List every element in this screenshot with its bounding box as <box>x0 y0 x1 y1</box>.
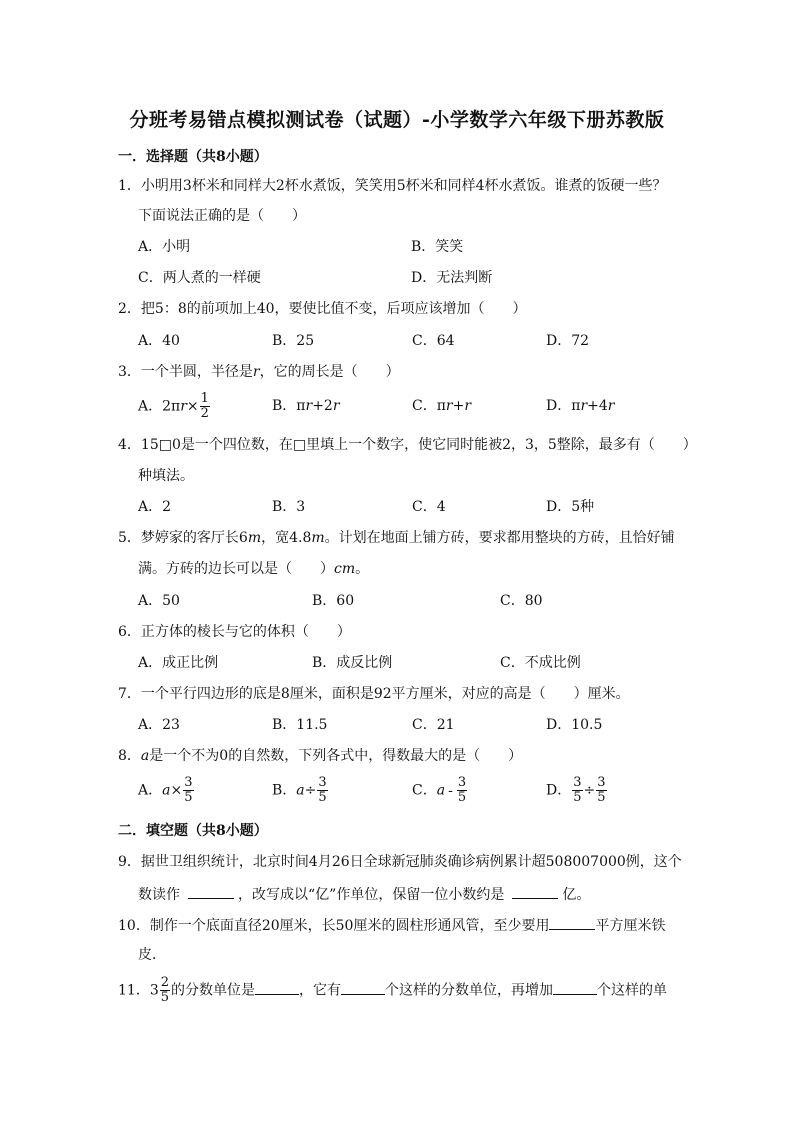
q8-option-b[interactable]: B．a÷ $\frac{3}{5}$ <box>272 775 327 805</box>
q3-option-c[interactable]: C．πr+r <box>412 398 472 414</box>
q4-option-d[interactable]: D．5种 <box>546 499 595 515</box>
question-7-line1: 7．一个平行四边形的底是8厘米，面积是92平方厘米，对应的高是（ ）厘米。 <box>118 686 630 702</box>
q8-option-d[interactable]: D． $\frac{3}{5}$ ÷ $\frac{3}{5}$ <box>546 775 606 805</box>
q2-option-c[interactable]: C．64 <box>412 333 455 349</box>
q11-blank-3[interactable] <box>553 979 597 995</box>
q3-text-pre: 3．一个半圆，半径是 <box>118 364 253 380</box>
question-6-line1: 6．正方体的棱长与它的体积（ ） <box>118 624 351 640</box>
q8-b-fraction: $\frac{3}{5}$ <box>318 775 327 805</box>
q11-blank-2[interactable] <box>341 979 385 995</box>
question-5-line2: 满。方砖的边长可以是（ ）cm。 <box>138 561 370 577</box>
q3-option-b[interactable]: B．πr+2r <box>272 398 340 414</box>
q3-fraction: $\frac{1}{2}$ <box>200 391 209 421</box>
q8-option-c[interactable]: C．a - $\frac{3}{5}$ <box>412 775 467 805</box>
q5-option-b[interactable]: B．60 <box>312 593 355 609</box>
q7-option-b[interactable]: B．11.5 <box>272 717 328 733</box>
q2-option-a[interactable]: A．40 <box>138 333 180 349</box>
q7-option-c[interactable]: C．21 <box>412 717 455 733</box>
question-11-line1: 11．3 $\frac{2}{5}$ 的分数单位是 ，它有 个这样的分数单位，再增加 个这样的单 <box>118 975 668 1005</box>
question-2-line1: 2．把5：8的前项加上40，要使比值不变，后项应该增加（ ） <box>118 301 527 317</box>
question-10-line1: 10．制作一个底面直径20厘米，长50厘米的圆柱形通风管，至少要用 平方厘米铁 <box>118 914 665 936</box>
q3-var-r: r <box>252 364 260 380</box>
q2-option-d[interactable]: D．72 <box>546 333 590 349</box>
q9-blank-1[interactable] <box>188 883 234 899</box>
section-heading-fill: 二．填空题（共8小题） <box>118 823 268 839</box>
q8-option-a[interactable]: A．a× $\frac{3}{5}$ <box>138 775 193 805</box>
question-4-line1: 4．15□0是一个四位数，在□里填上一个数字，使它同时能被2，3，5整除，最多有（ ） <box>118 437 697 453</box>
q9-blank-2[interactable] <box>512 883 558 899</box>
q5-option-c[interactable]: C．80 <box>500 593 543 609</box>
q11-fraction: $\frac{2}{5}$ <box>160 975 170 1005</box>
q11-blank-1[interactable] <box>255 979 299 995</box>
question-4-line2: 种填法。 <box>138 468 194 484</box>
q1-option-c[interactable]: C．两人煮的一样硬 <box>138 270 261 286</box>
q10-blank[interactable] <box>549 914 595 930</box>
q8-d-fraction-2: $\frac{3}{5}$ <box>597 775 606 805</box>
question-10-line2: 皮． <box>138 947 166 963</box>
q5-option-a[interactable]: A．50 <box>138 593 180 609</box>
q1-option-d[interactable]: D．无法判断 <box>411 270 493 286</box>
question-1-line1: 1．小明用3杯米和同样大2杯水煮饭，笑笑用5杯米和同样4杯水煮饭。谁煮的饭硬一些？ <box>118 178 667 194</box>
q7-option-d[interactable]: D．10.5 <box>546 717 603 733</box>
question-1-line2: 下面说法正确的是（ ） <box>138 208 306 224</box>
question-8-line1: 8．a是一个不为0的自然数，下列各式中，得数最大的是（ ） <box>118 748 523 764</box>
q8-c-fraction: $\frac{3}{5}$ <box>457 775 467 805</box>
page-title: 分班考易错点模拟测试卷（试题）-小学数学六年级下册苏教版 <box>129 109 665 131</box>
question-9-line1: 9．据世卫组织统计，北京时间4月26日全球新冠肺炎确诊病例累计超508007000例，这个 <box>118 854 682 870</box>
q8-d-fraction-1: $\frac{3}{5}$ <box>573 775 582 805</box>
section-heading-choice: 一．选择题（共8小题） <box>118 149 268 165</box>
q3-text-post: ，它的周长是（ ） <box>259 364 400 380</box>
question-3-line1 <box>118 362 400 382</box>
q8-a-fraction: $\frac{3}{5}$ <box>184 775 193 805</box>
q3-option-a[interactable]: A．2πr× $\frac{1}{2}$ <box>138 391 209 421</box>
q6-option-a[interactable]: A．成正比例 <box>138 655 219 671</box>
q6-option-b[interactable]: B．成反比例 <box>312 655 393 671</box>
q4-option-c[interactable]: C．4 <box>412 499 446 515</box>
q4-option-b[interactable]: B．3 <box>272 499 306 515</box>
q7-option-a[interactable]: A．23 <box>138 717 180 733</box>
question-9-line2: 数读作 ，改写成以“亿”作单位，保留一位小数约是 亿。 <box>138 883 590 905</box>
q1-option-b[interactable]: B．笑笑 <box>411 239 464 255</box>
q4-option-a[interactable]: A．2 <box>138 499 172 515</box>
q6-option-c[interactable]: C．不成比例 <box>500 655 581 671</box>
question-5-line1: 5．梦婷家的客厅长6m，宽4.8m。计划在地面上铺方砖，要求都用整块的方砖，且恰好铺 <box>118 530 675 546</box>
q1-option-a[interactable]: A．小明 <box>138 239 191 255</box>
q2-option-b[interactable]: B．25 <box>272 333 315 349</box>
q3-option-d[interactable]: D．πr+4r <box>546 398 615 414</box>
